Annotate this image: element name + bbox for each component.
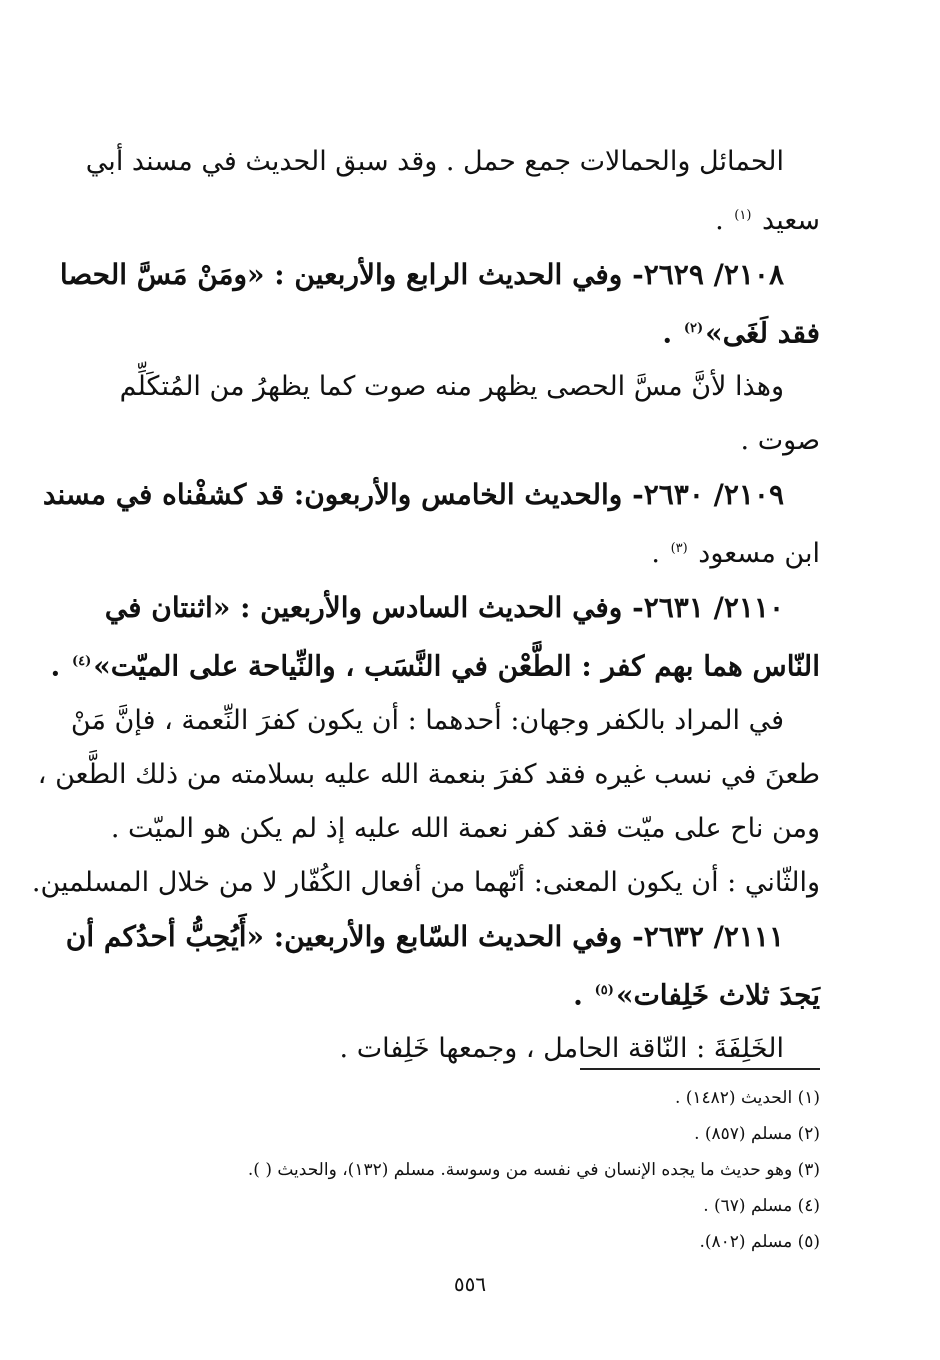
- text-line-2: سعيد $^{(١)}$ .: [715, 205, 820, 236]
- hadith-heading-2109: ٢١٠٩/ ٢٦٣٠- والحديث الخامس والأربعون: قد كشفْناه في مسند: [42, 478, 784, 512]
- page-number: ٥٥٦: [453, 1272, 487, 1296]
- footnote-ref-1: (١): [734, 208, 752, 223]
- footnote-ref-3: (٣): [670, 541, 688, 557]
- text-line-14: والثّاني : أن يكون المعنى: أنّهما من أفعال الكُفّار لا من خلال المسلمين.: [31, 866, 820, 898]
- text-line-5: وهذا لأنَّ مسَّ الحصى يظهر منه صوت كما يظهرُ من المُتكَلِّم: [119, 371, 784, 403]
- text-line-16: يَجدَ ثلاث خَلِفات»$^{(٥)}$ .: [573, 977, 820, 1011]
- footnotes: [80, 1080, 820, 1260]
- text-line-17: الخَلِفَةَ : النّاقة الحامل ، وجمعها خَلِفات .: [339, 1032, 784, 1064]
- text-line-6: صوت .: [740, 425, 820, 457]
- hadith-heading-2110: ٢١١٠/ ٢٦٣١- وفي الحديث السادس والأربعين : «اثنتان في: [104, 591, 784, 625]
- text-line-13: ومن ناح على ميّت فقد كفر نعمة الله عليه إذ لم يكن هو الميّت .: [110, 812, 820, 844]
- text-line-10: النّاس هما بهم كفر : الطَّعْن في النَّسَب ، والنِّياحة على الميّت»$^{(٤)}$ .: [50, 649, 820, 683]
- footnote-ref-4: (٤): [71, 654, 92, 670]
- footnote-divider: [580, 1068, 820, 1070]
- footnote-3: (٣) وهو حديث ما يجده الإنسان في نفسه من وسوسة. مسلم (١٣٢)، والحديث ( ).: [247, 1160, 820, 1180]
- text-line-12: طعنَ في نسب غيره فقد كفرَ بنعمة الله عليه بسلامته من ذلك الطَّعن ،: [37, 758, 820, 790]
- footnote-ref-2: (٢): [683, 321, 704, 336]
- footnote-5: (٥) مسلم (٨٠٢).: [699, 1232, 820, 1252]
- text-line-4: فقد لَغَى»$^{(٢)}$ .: [662, 316, 820, 350]
- footnote-ref-5: (٥): [594, 982, 614, 998]
- hadith-heading-2111: ٢١١١/ ٢٦٣٢- وفي الحديث السّابع والأربعين: «أَيُحِبُّ أحدُكم أن: [65, 919, 784, 953]
- main-text: [31, 135, 820, 1076]
- text-line-11: في المراد بالكفر وجهان: أحدهما : أن يكون كفرَ النِّعمة ، فإنَّ مَنْ: [70, 704, 784, 736]
- hadith-heading-2108: ٢١٠٨/ ٢٦٢٩- وفي الحديث الرابع والأربعين : «ومَنْ مَسَّ الحصا: [59, 258, 784, 291]
- text-line-1: الحمائل والحمالات جمع حمل . وقد سبق الحديث في مسند أبي: [85, 146, 784, 177]
- text-line-8: ابن مسعود $^{(٣)}$ .: [651, 538, 820, 570]
- footnote-2: (٢) مسلم (٨٥٧) .: [694, 1124, 820, 1144]
- footnote-4: (٤) مسلم (٦٧) .: [703, 1196, 820, 1216]
- footnote-1: (١) الحديث (١٤٨٢) .: [674, 1088, 820, 1108]
